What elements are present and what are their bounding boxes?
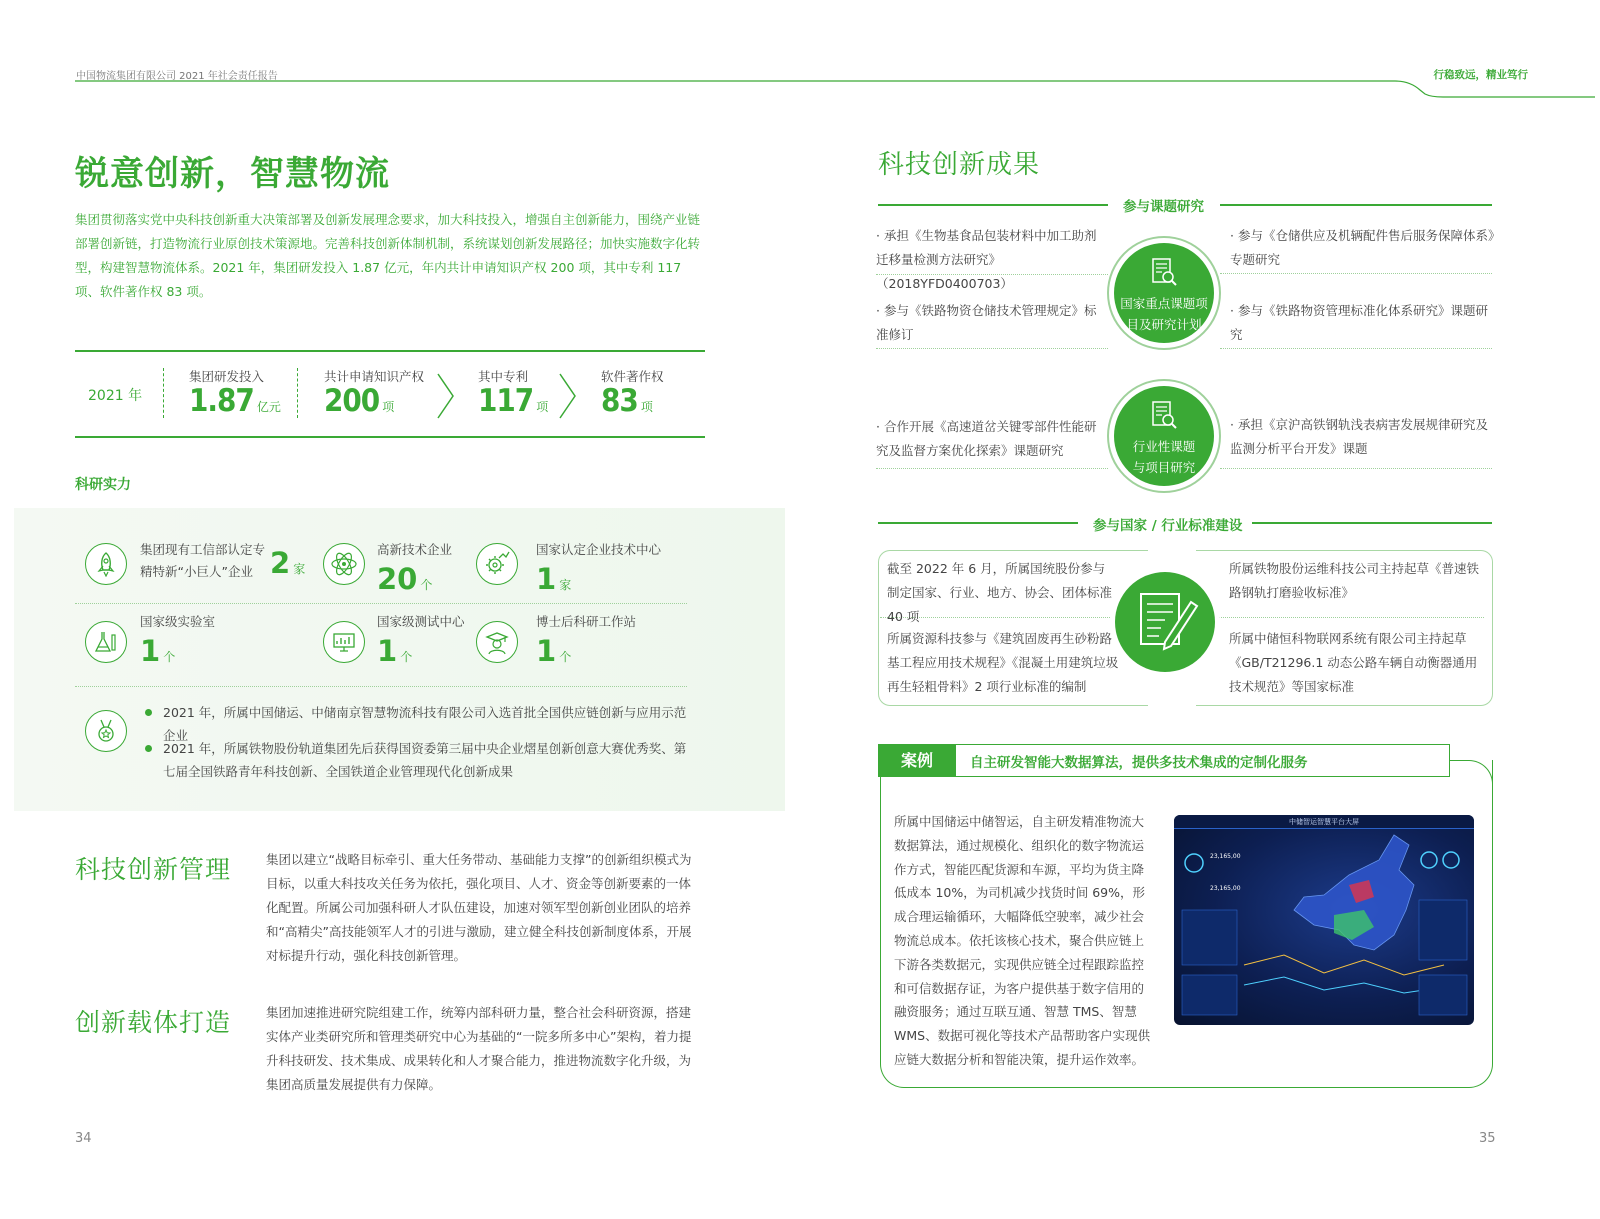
stat-unit: 亿元 [256,400,281,414]
stat-unit: 项 [382,400,395,414]
stats-top-rule [75,350,705,352]
research-value: 20 [377,562,418,596]
row-divider [75,686,687,687]
gear-chart-icon [476,543,518,585]
stat-ip-applications [324,367,424,419]
item-divider [876,468,1108,469]
monitor-icon [323,621,365,663]
china-map-graphic [1174,815,1474,1025]
dashboard-metric: 23,165,00 [1210,885,1241,892]
dashboard-title: 中储智运智慧平台大屏 [1289,818,1359,826]
research-item-text: 参与《铁路物资管理标准化体系研究》课题研究 [1230,303,1488,342]
stat-value: 83 [601,383,638,419]
document-search-icon [1150,257,1178,287]
atom-icon [323,543,365,585]
research-caption: 参与课题研究 [1123,199,1204,215]
page-number-right: 35 [1479,1131,1496,1146]
stat-unit: 项 [536,400,549,414]
circle-line: 与项目研究 [1132,460,1196,475]
research-value-group [270,546,305,580]
stat-label: 其中专利 [478,369,529,384]
research-item: · 承担《生物基食品包装材料中加工助剂迁移量检测方法研究》（2018YFD0400703） [876,228,1097,291]
chevron-right-icon [558,372,578,420]
circle-line: 行业性课题 [1132,439,1196,454]
row-divider [75,603,687,604]
rocket-icon [85,543,127,585]
stat-unit: 项 [640,400,653,414]
item-divider [1220,273,1492,274]
header-rule [75,78,1595,100]
dashboard-metric: 23,165,00 [1210,853,1241,860]
page-number-left: 34 [75,1131,92,1146]
graduate-icon [476,621,518,663]
standards-caption: 参与国家 / 行业标准建设 [1093,518,1243,534]
stat-label: 软件著作权 [601,369,664,384]
research-unit: 个 [559,650,572,664]
research-item-text: 参与《铁路物资仓储技术管理规定》标准修订 [876,303,1097,342]
caption-rule [878,522,1078,524]
report-slogan: 行稳致远，精业笃行 [1433,69,1528,81]
research-value-group [536,634,571,668]
stats-bottom-rule [75,436,705,438]
standards-circle [1115,572,1215,672]
research-unit: 家 [559,578,572,592]
bullet-dot [145,709,152,716]
stat-rd-investment [189,367,281,419]
intro-paragraph: 集团贯彻落实党中央科技创新重大决策部署及创新发展理念要求，加大科技投入，增强自主创新能力，围绕产业链部署创新链，打造物流行业原创技术策源地。完善科技创新体制机制，系统谋划创新发展路径；加快实施数字化转型，构建智慧物流体系。2021 年，集团研发投入 1.87 亿元，年内共计申请知识产权 200 项，其中专利 117 项、软件著作权 83 项。 [75,212,701,299]
research-heading: 科研实力 [75,477,131,493]
flask-icon [85,621,127,663]
dashboard-screenshot [1174,815,1474,1025]
case-tag: 案例 [878,744,956,777]
research-item-text: 承担《生物基食品包装材料中加工助剂迁移量检测方法研究》（2018YFD0400703） [876,228,1097,291]
stat-software-copyright [601,367,664,419]
stat-value: 1.87 [189,383,254,419]
circle-line: 国家重点课题项 [1120,296,1208,311]
research-label: 高新技术企业 [377,542,453,557]
research-value: 1 [377,634,398,668]
research-item: · 合作开展《高速道岔关键零部件性能研究及监督方案优化探索》课题研究 [876,419,1097,458]
item-divider [876,348,1108,349]
research-item-text: 参与《仓储供应及机辆配件售后服务保障体系》专题研究 [1230,228,1495,267]
stat-label: 集团研发投入 [189,369,265,384]
award-item: 2021 年，所属铁物股份轨道集团先后获得国资委第三届中央企业熠星创新创意大赛优秀奖、第七届全国铁路青年科技创新、全国铁道企业管理现代化创新成果 [163,741,687,779]
research-label: 博士后科研工作站 [536,614,637,629]
item-divider [1220,348,1492,349]
stats-year: 2021 年 [88,388,143,404]
standard-item: 截至 2022 年 6 月，所属国统股份参与制定国家、行业、地方、协会、团体标准 40 项 [887,561,1113,624]
caption-rule [1220,204,1492,206]
stat-patents [478,367,548,419]
caption-rule [1252,522,1492,524]
research-item: · 参与《铁路物资管理标准化体系研究》课题研究 [1230,303,1488,342]
standard-item: 所属铁物股份运维科技公司主持起草《普速铁路钢轨打磨验收标准》 [1229,561,1480,600]
document-search-icon [1150,400,1178,430]
item-divider [1214,617,1484,618]
item-divider [1220,468,1492,469]
stat-value: 200 [324,383,380,419]
research-label: 集团现有工信部认定专精特新“小巨人”企业 [140,542,266,579]
research-item: · 参与《仓储供应及机辆配件售后服务保障体系》专题研究 [1230,228,1495,267]
case-title: 自主研发智能大数据算法，提供多技术集成的定制化服务 [970,755,1308,771]
national-topics-circle [1114,243,1214,343]
research-label: 国家级实验室 [140,614,216,629]
chevron-right-icon [436,372,456,420]
research-value: 1 [536,562,557,596]
research-value: 2 [270,546,291,580]
research-unit: 个 [400,650,413,664]
circle-line: 目及研究计划 [1126,317,1202,332]
bullet-dot [145,745,152,752]
research-value-group [377,634,412,668]
research-item: · 参与《铁路物资仓储技术管理规定》标准修订 [876,303,1097,342]
research-label: 国家级测试中心 [377,614,465,629]
standard-item: 所属资源科技参与《建筑固废再生砂粉路基工程应用技术规程》《混凝土用建筑垃圾再生轻粗骨料》2 项行业标准的编制 [887,631,1119,694]
item-divider [876,274,1108,275]
research-unit: 家 [293,562,306,576]
research-item-text: 承担《京沪高铁钢轨浅表病害发展规律研究及监测分析平台开发》课题 [1230,417,1488,456]
stat-label: 共计申请知识产权 [324,369,425,384]
stats-divider [297,368,298,418]
research-label: 国家认定企业技术中心 [536,542,662,557]
research-value: 1 [536,634,557,668]
research-item: · 承担《京沪高铁钢轨浅表病害发展规律研究及监测分析平台开发》课题 [1230,417,1488,456]
research-value-group [536,562,571,596]
case-text: 所属中国储运中储智运，自主研发精准物流大数据算法，通过规模化、组织化的数字物流运作方式，智能匹配货源和车源，平均为货主降低成本 10%，为司机减少找货时间 69%，形成合理运输循环，大幅降低空驶率，减少社会物流总成本。依托该核心技术，聚合供应链上下游各类数据元，实现供应链全过程跟踪监控和可信数据存证，为客户提供基于数字信用的融资服务；通过互联互通、智慧 TMS、智慧 WMS、数据可视化等技术产品帮助客户实现供应链大数据分析和智能决策，提升运作效率。 [894,814,1151,1067]
medal-icon [85,710,127,752]
report-header-title: 中国物流集团有限公司 2021 年社会责任报告 [76,71,278,82]
section-heading: 创新载体打造 [75,1008,232,1037]
section-heading: 科技创新管理 [75,855,232,884]
stats-divider [163,368,164,418]
research-value: 1 [140,634,161,668]
industry-topics-circle [1114,386,1214,486]
page-title-left: 锐意创新，智慧物流 [75,154,390,194]
section-text: 集团加速推进研究院组建工作，统筹内部科研力量，整合社会科研资源，搭建实体产业类研究所和管理类研究中心为基础的“一院多所多中心”架构，着力提升科技研发、技术集成、成果转化和人才聚合能力，推进物流数字化升级，为集团高质量发展提供有力保障。 [266,1005,692,1092]
research-unit: 个 [420,578,433,592]
research-value-group [140,634,175,668]
research-item-text: 合作开展《高速道岔关键零部件性能研究及监督方案优化探索》课题研究 [876,419,1097,458]
caption-rule [878,204,1108,206]
section-text: 集团以建立“战略目标牵引、重大任务带动、基础能力支撑”的创新组织模式为目标，以重大科技攻关任务为依托，强化项目、人才、资金等创新要素的一体化配置。所属公司加强科研人才队伍建设，加速对领军型创新创业团队的培养和“高精尖”高技能领军人才的引进与激励，建立健全科技创新制度体系，开展对标提升行动，强化科技创新管理。 [266,852,692,963]
standard-item: 所属中储恒科物联网系统有限公司主持起草《GB/T21296.1 动态公路车辆自动衡器通用技术规范》等国家标准 [1229,631,1478,694]
page-title-right: 科技创新成果 [878,150,1041,180]
stat-value: 117 [478,383,534,419]
document-pen-icon [1115,572,1215,672]
award-item: 2021 年，所属中国储运、中储南京智慧物流科技有限公司入选首批全国供应链创新与应用示范企业 [163,705,687,743]
research-value-group [377,562,432,596]
research-unit: 个 [163,650,176,664]
